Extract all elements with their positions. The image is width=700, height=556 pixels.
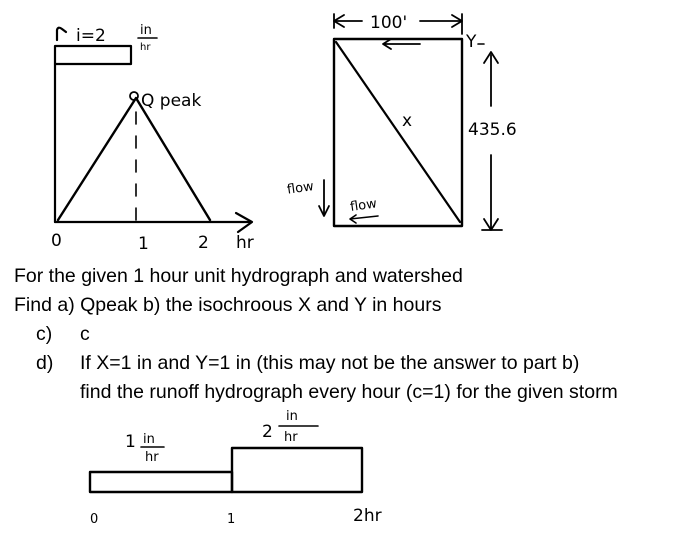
block1-label: 1 — [125, 432, 136, 452]
rain-symbol-icon — [57, 28, 66, 40]
corner-label: Y — [466, 32, 477, 52]
rain-intensity-label: i=2 — [76, 26, 106, 46]
axis-tick-2: 2 — [198, 233, 209, 253]
item-d-text: If X=1 in and Y=1 in (this may not be the answer to part b) — [80, 352, 580, 374]
question-item-d — [14, 349, 618, 378]
flow-inner-arrow-icon — [350, 215, 378, 223]
storm-end-label: 2hr — [353, 506, 382, 526]
diagonal-label: x — [402, 111, 413, 131]
unit-hydrograph — [51, 23, 254, 254]
question-item-d-continued: find the runoff hydrograph every hour (c=1) for the given storm — [80, 381, 618, 403]
axis-tick-1: 1 — [138, 234, 149, 254]
flow-left-label: flow — [286, 179, 315, 198]
question-line-1: For the given 1 hour unit hydrograph and watershed — [14, 265, 463, 287]
question-item-c — [14, 320, 618, 349]
block1-units-top: in — [143, 432, 155, 447]
item-d-label: d) — [36, 352, 54, 374]
item-c-text: c — [80, 323, 90, 345]
storm-tick-0: 0 — [90, 512, 99, 527]
peak-label: Q peak — [141, 91, 202, 111]
top-flow-arrow-icon — [383, 39, 420, 49]
peak-marker — [130, 92, 138, 100]
axis-tick-0: 0 — [51, 231, 62, 251]
watershed-diagram — [286, 13, 517, 230]
width-label: 100' — [370, 13, 408, 33]
storm-tick-1: 1 — [227, 512, 236, 527]
hydrograph-triangle — [58, 98, 210, 220]
block2-label: 2 — [262, 422, 273, 442]
rain-units-bottom: hr — [140, 42, 151, 53]
rain-units-top: in — [140, 23, 152, 38]
problem-statement — [14, 262, 618, 407]
rainfall-bar — [55, 46, 131, 64]
block1-units-bottom: hr — [145, 450, 159, 465]
question-line-2: Find a) Qpeak b) the isochroous X and Y in hours — [14, 294, 442, 316]
isochrone-diagonal — [336, 42, 460, 222]
block2-units-top: in — [286, 409, 298, 424]
rain-block-2 — [232, 448, 362, 492]
axis-unit-label: hr — [236, 233, 254, 253]
item-c-label: c) — [36, 323, 53, 345]
storm-hyetograph — [90, 409, 382, 527]
block2-units-bottom: hr — [284, 430, 298, 445]
height-label: 435.6 — [468, 120, 517, 140]
rain-block-1 — [90, 472, 232, 492]
flow-inner-label: flow — [349, 196, 378, 216]
